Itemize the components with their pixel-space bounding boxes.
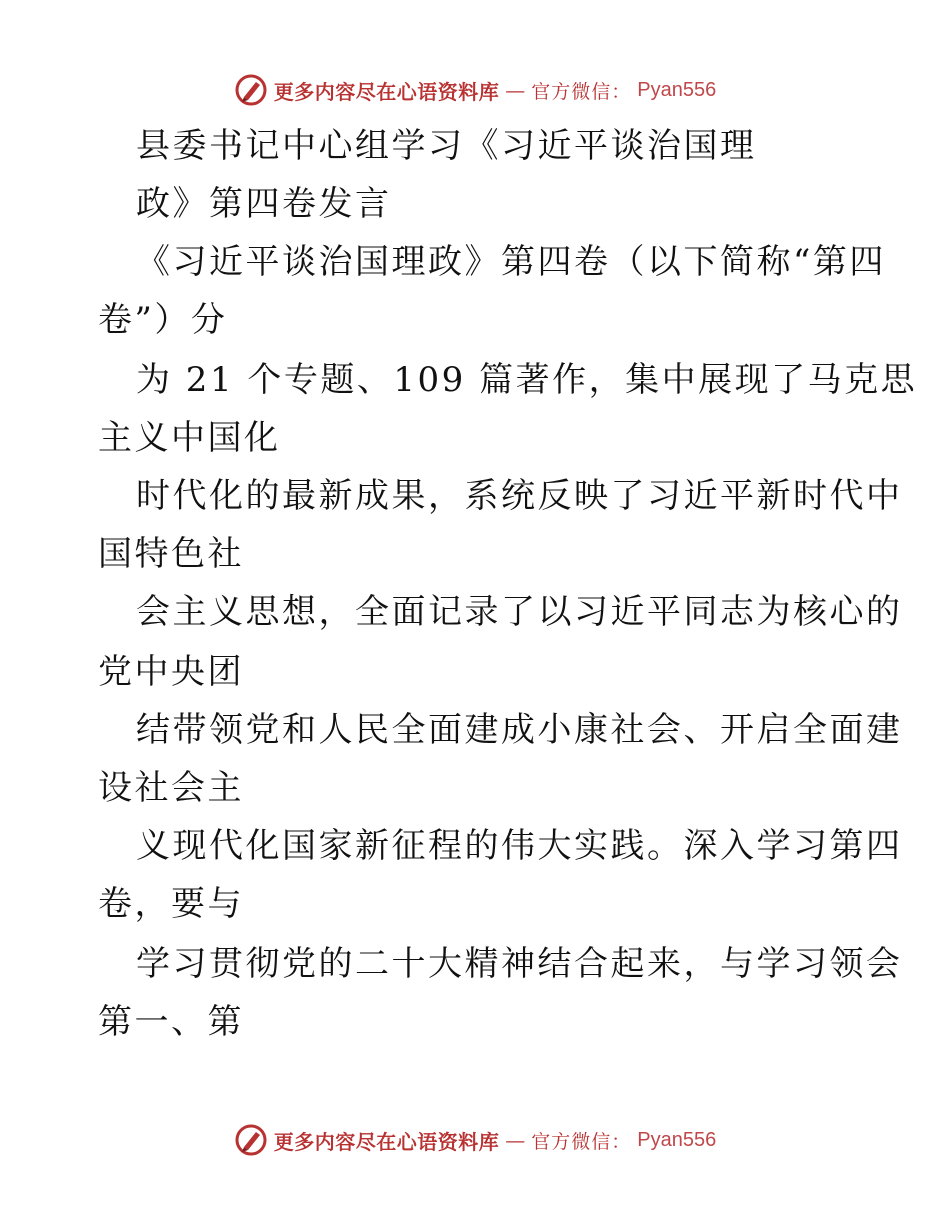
banner-wechat-id: Pyan556 [637, 1128, 717, 1151]
paragraph-line: 学习贯彻党的二十大精神结合起来，与学习领会 [136, 944, 903, 984]
banner-separator: — [505, 1128, 526, 1152]
paragraph-line: 设社会主 [98, 768, 244, 808]
pen-seal-logo-icon [234, 73, 268, 107]
paragraph-line: 会主义思想，全面记录了以习近平同志为核心的 [136, 592, 903, 632]
paragraph-line: 主义中国化 [98, 418, 281, 458]
header-banner [0, 70, 950, 110]
paragraph-line: 卷”）分 [98, 300, 228, 340]
banner-wechat-id: Pyan556 [637, 78, 717, 101]
paragraph-line: 义现代化国家新征程的伟大实践。深入学习第四 [136, 826, 903, 866]
paragraph-line: 结带领党和人民全面建成小康社会、开启全面建 [136, 710, 903, 750]
paragraph-line: 时代化的最新成果，系统反映了习近平新时代中 [136, 476, 903, 516]
pen-seal-logo-icon [234, 1123, 268, 1157]
paragraph-line: 第一、第 [98, 1002, 244, 1042]
document-title-line-1: 县委书记中心组学习《习近平谈治国理 [136, 126, 757, 166]
paragraph-line: 党中央团 [98, 652, 244, 692]
banner-separator: — [505, 78, 526, 102]
paragraph-line: 为 21 个专题、109 篇著作，集中展现了马克思 [136, 360, 918, 400]
document-title-line-2: 政》第四卷发言 [136, 184, 392, 224]
banner-site-text: 更多内容尽在心语资料库 [273, 79, 500, 104]
paragraph-line: 国特色社 [98, 534, 244, 574]
footer-banner [0, 1120, 950, 1160]
paragraph-line: 《习近平谈治国理政》第四卷（以下简称“第四 [136, 242, 886, 282]
banner-site-text: 更多内容尽在心语资料库 [273, 1129, 500, 1154]
paragraph-line: 卷，要与 [98, 884, 244, 924]
banner-wechat-label: 官方微信： [531, 1130, 632, 1153]
banner-wechat-label: 官方微信： [531, 80, 632, 103]
